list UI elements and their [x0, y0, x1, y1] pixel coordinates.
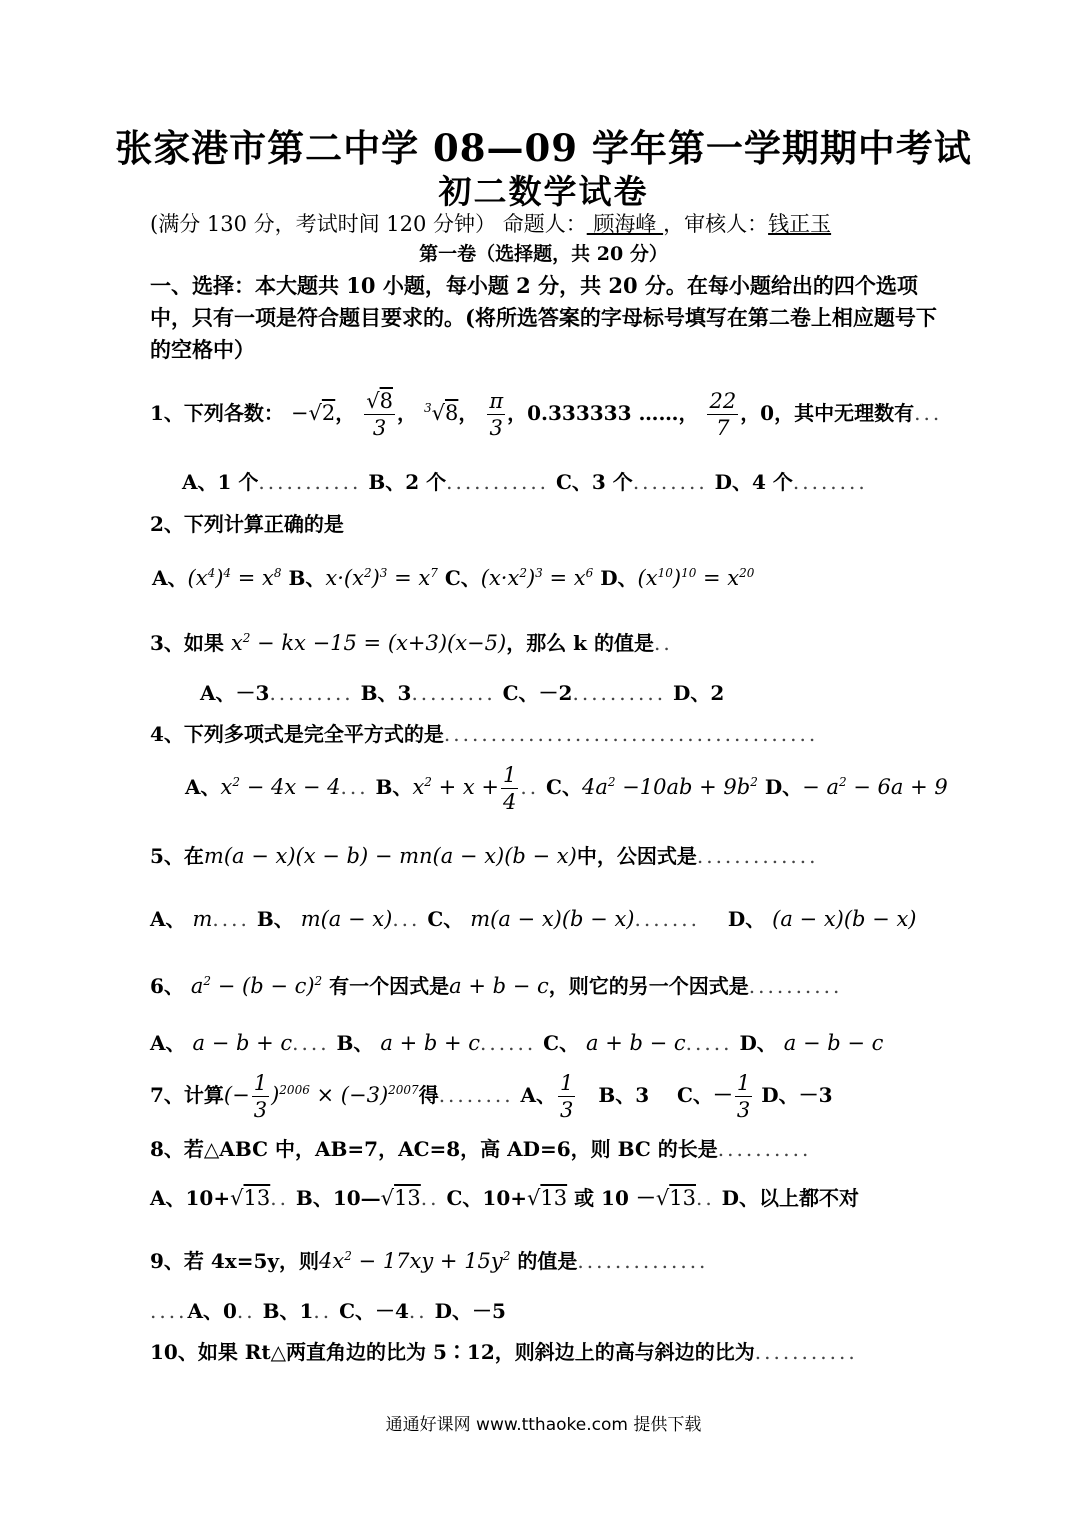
q10-stem: 10、如果 Rt△两直角边的比为 5∶12，则斜边上的高与斜边的比为	[150, 1340, 755, 1364]
q6-tail2: ，则它的另一个因式是	[548, 974, 749, 998]
exam-meta	[150, 208, 831, 238]
question-1-options: A、1 个........... B、2 个........... C、3 个........ D、4 个........	[182, 470, 868, 494]
q5-tail: 中，公因式是	[576, 844, 697, 868]
question-10: 10、如果 Rt△两直角边的比为 5∶12，则斜边上的高与斜边的比为...........	[150, 1340, 858, 1364]
question-8: 8、若△ABC 中，AB=7，AC=8，高 AD=6，则 BC 的长是..........	[150, 1137, 812, 1161]
reviewer-label: ，审核人：	[663, 212, 769, 236]
q4-label-d: D、	[764, 775, 803, 799]
q1-option-d: D、4 个	[714, 470, 793, 494]
q3-tail: ，那么 k 的值是	[506, 631, 654, 655]
q4-label-b: B、	[375, 775, 413, 799]
section-instructions: 一、选择：本大题共 10 小题，每小题 2 分，共 20 分。在每小题给出的四个选项中，只有一项是符合题目要求的。(将所选答案的字母标号填写在第二卷上相应题号下的空格中）	[150, 273, 937, 362]
q7-label-b: B、3	[598, 1083, 650, 1107]
q6-label-b: B、	[336, 1031, 374, 1055]
q9-option-a: A、0	[187, 1299, 237, 1323]
q8-label-d: D、以上都不对	[721, 1186, 860, 1210]
q1-option-b: B、2 个	[368, 470, 447, 494]
q9-option-b: B、1	[262, 1299, 314, 1323]
q5-label-b: B、	[256, 907, 294, 931]
q4-stem: 4、下列多项式是完全平方式的是	[150, 722, 444, 746]
question-2	[150, 508, 344, 537]
q6-label-d: D、	[739, 1031, 777, 1055]
question-4-options: A、$x^2 - 4x - 4$... B、$x^2 + x$ + $\frac{1}{4}$ .. C、$4a^2 -10ab + 9b^2$ D、− $a^2 - 6a + 9$	[185, 763, 948, 814]
question-2-options: A、$(x^4)^4 = x^8$ B、$x\cdot(x^2)^3 = x^7$ C、$(x\cdot x^2)^3 = x^6$ D、$(x^{10})^{10} = x^{20}$	[152, 566, 755, 590]
q7-label-d: D、－3	[761, 1083, 833, 1107]
reviewer-name: 钱正玉	[768, 212, 832, 236]
q2-label-d: D、	[600, 566, 638, 590]
q1-frac-22-7: $\frac{22}{7}$	[709, 389, 737, 440]
exam-subtitle: 初二数学试卷	[438, 172, 649, 211]
q2-label-a: A、	[152, 566, 188, 590]
q5-label-c: C、	[427, 907, 464, 931]
q8-label-b: B、10—	[295, 1186, 381, 1210]
q1-stem: 1、下列各数：	[150, 401, 284, 425]
question-5-options: A、 m.... B、 m(a − x)... C、 m(a − x)(b − x)....... D、 (a − x)(b − x)	[150, 907, 917, 931]
question-7: 7、计算(− $\frac{1}{3}$ )$^{2006} \times (-3)^{2007}$得........ A、 $\frac{1}{3}$ B、3 C、－ $\frac{1}{3}$ D、－3	[150, 1071, 833, 1122]
meta-prefix: (满分 130 分，考试时间 120 分钟） 命题人：	[150, 212, 587, 236]
question-4: 4、下列多项式是完全平方式的是........................................	[150, 722, 819, 746]
q8-label-c: C、10+	[446, 1186, 527, 1210]
q1-tail: ，0，其中无理数有	[740, 401, 915, 425]
question-3: 3、如果 $x^2$ − kx −15 = (x+3)(x−5)，那么 k 的值是..	[150, 631, 673, 655]
q6-label-c: C、	[543, 1031, 580, 1055]
question-8-options: A、10+√13.. B、10—√13.. C、10+√13 或 10 －√13.. D、以上都不对	[150, 1186, 860, 1210]
author-name: 顾海峰	[586, 212, 664, 236]
q7-stem: 7、计算	[150, 1083, 224, 1107]
q8-stem: 8、若△ABC 中，AB=7，AC=8，高 AD=6，则 BC 的长是	[150, 1137, 718, 1161]
q1-option-a: A、1 个	[182, 470, 259, 494]
q4-label-a: A、	[185, 775, 221, 799]
question-6: 6、 $a^2 - (b - c)^2$ 有一个因式是a + b − c，则它的另一个因式是..........	[150, 974, 843, 998]
q3-option-c: C、－2	[502, 681, 573, 705]
q7-label-a: A、	[520, 1083, 557, 1107]
q9-option-d: D、－5	[434, 1299, 506, 1323]
q9-tail: 的值是	[517, 1249, 578, 1273]
question-5: 5、在m(a − x)(x − b) − mn(a − x)(b − x)中，公因式是.............	[150, 844, 819, 868]
question-6-options: A、 a − b + c.... B、 a + b + c...... C、 a + b − c..... D、 a − b − c	[150, 1031, 884, 1055]
question-3-options: A、－3......... B、3......... C、－2.......... D、2	[200, 681, 725, 705]
q2-stem: 2、下列计算正确的是	[150, 512, 344, 536]
q7-label-c: C、－	[677, 1083, 733, 1107]
q4-label-c: C、	[546, 775, 582, 799]
q9-stem: 9、若 4x=5y，则	[150, 1249, 320, 1273]
q5-stem: 5、在	[150, 844, 204, 868]
q7-tail: 得	[418, 1083, 439, 1107]
q3-option-a: A、－3	[200, 681, 270, 705]
q3-option-d: D、2	[673, 681, 725, 705]
q2-label-c: C、	[444, 566, 481, 590]
question-9: 9、若 4x=5y，则$4x^2 - 17xy + 15y^2$ 的值是..............	[150, 1249, 709, 1273]
volume-heading: 第一卷（选择题，共 20 分）	[419, 243, 668, 265]
page-footer: 通通好课网 www.tthaoke.com 提供下载	[385, 1415, 702, 1435]
q1-frac-pi-3: $\frac{\pi}{3}$	[489, 389, 504, 440]
q6-tail: 有一个因式是	[329, 974, 450, 998]
q1-frac-sqrt8-3: $\frac{√8}{3}$	[366, 389, 393, 440]
q5-label-a: A、	[150, 907, 186, 931]
q5-label-d: D、	[727, 907, 766, 931]
exam-title: 张家港市第二中学 08—09 学年第一学期期中考试	[115, 126, 972, 170]
question-1: 1、下列各数： −√2， $\frac{√8}{3}$ ， $^3$√8， $\frac{\pi}{3}$ ，0.333333 ……， $\frac{22}{7}$ ，0，其中无理数有...	[150, 389, 943, 440]
q9-option-c: C、－4	[339, 1299, 409, 1323]
q3-option-b: B、3	[360, 681, 412, 705]
q1-option-c: C、3 个	[556, 470, 633, 494]
question-9-options: ....A、0.. B、1.. C、－4.. D、－5	[150, 1299, 506, 1323]
q8-label-a: A、10+	[150, 1186, 231, 1210]
q3-stem: 3、如果	[150, 631, 224, 655]
q2-label-b: B、	[288, 566, 326, 590]
q8-label-c2: 或 10 －	[574, 1186, 656, 1210]
q6-label-a: A、	[150, 1031, 186, 1055]
